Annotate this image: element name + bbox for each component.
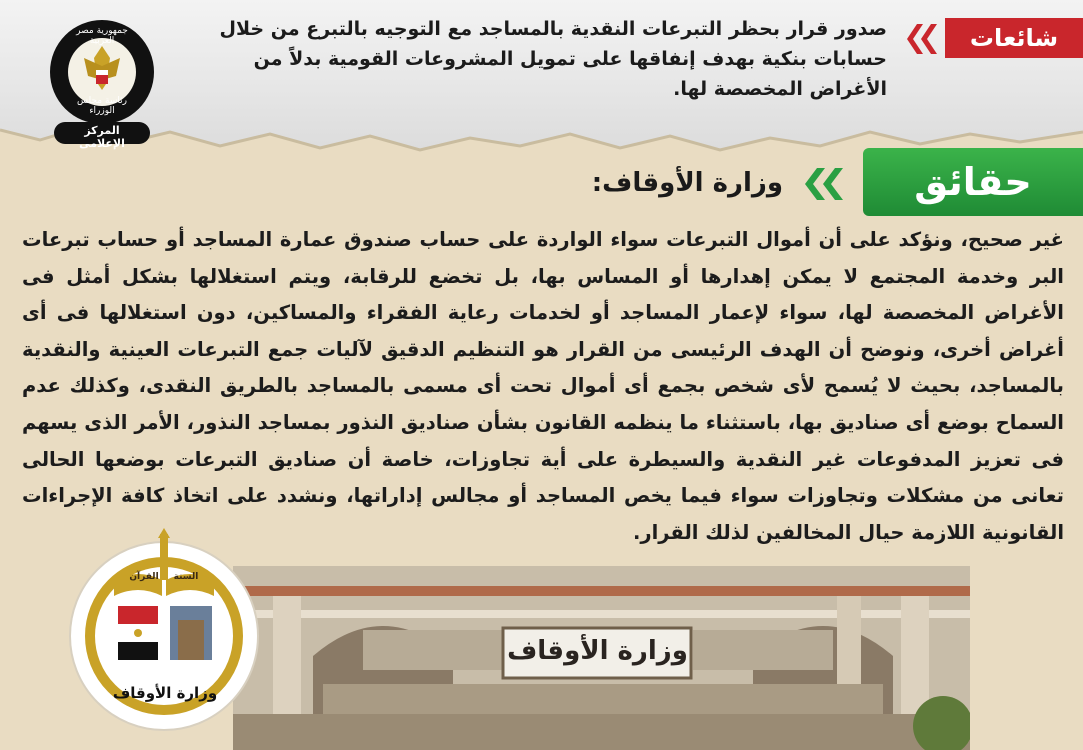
waqf-logo-label: وزارة الأوقاف [112, 684, 218, 702]
rumor-tag: شائعات [945, 18, 1083, 58]
ministry-heading: وزارة الأوقاف: [591, 168, 783, 198]
waqf-logo-book-right: السنة [173, 572, 199, 582]
waqf-logo-book-left: القرآن [129, 572, 159, 582]
media-center-logo-mid-text: رئاسة مجلس الوزراء [77, 96, 127, 116]
double-chevron-left-icon [901, 22, 937, 56]
media-center-logo-label: المركز الإعلامى [79, 124, 125, 150]
media-center-logo-top-text: جمهورية مصر العربية [76, 26, 128, 46]
building-sign: وزارة الأوقاف [507, 636, 688, 666]
rumor-text: صدور قرار بحظر التبرعات النقدية بالمساجد مع التوجيه بالتبرع من خلال حسابات بنكية بهدف إنفاقها على تمويل المشروعات القومية بدلاً من الأغراض المخصصة لها. [219, 18, 887, 100]
facts-body: غير صحيح، ونؤكد على أن أموال التبرعات سواء الواردة على حساب صندوق عمارة المساجد أو حساب تبرعات البر وخدمة المجتمع لا يمكن إهدارها أو المساس بها، بل تخضع للرقابة، ويتم استغلالها بشكل أمثل فى الأغراض المخصصة لها، سواء لإعمار المساجد أو لخدمات رعاية الفقراء والمساكين، دون استغلالها فى أى أغراض أخرى، ونوضح أن الهدف الرئيسى من القرار هو التنظيم الدقيق لآليات جمع التبرعات العينية والنقدية بالمساجد، بحيث لا يُسمح لأى شخص بجمع أى أموال تحت أى مسمى بالمساجد بالطريق النقدى، وكذلك عدم السماح بوضع أى صناديق بها، باستثناء ما ينظمه القانون بشأن صناديق النذور بمساجد النذور، الأمر الذى يسهم فى تعزيز المدفوعات غير النقدية والسيطرة على أية تجاوزات، خاصة أن صناديق التبرعات بوضعها الحالى تعانى من مشكلات وتجاوزات سواء فيما يخص المساجد أو مجالس إداراتها، ونشدد على اتخاذ كافة الإجراءات القانونية اللازمة حيال المخالفين لذلك القرار. [22, 228, 1064, 544]
facts-tag: حقائق [863, 148, 1083, 216]
double-chevron-left-icon [795, 166, 847, 202]
